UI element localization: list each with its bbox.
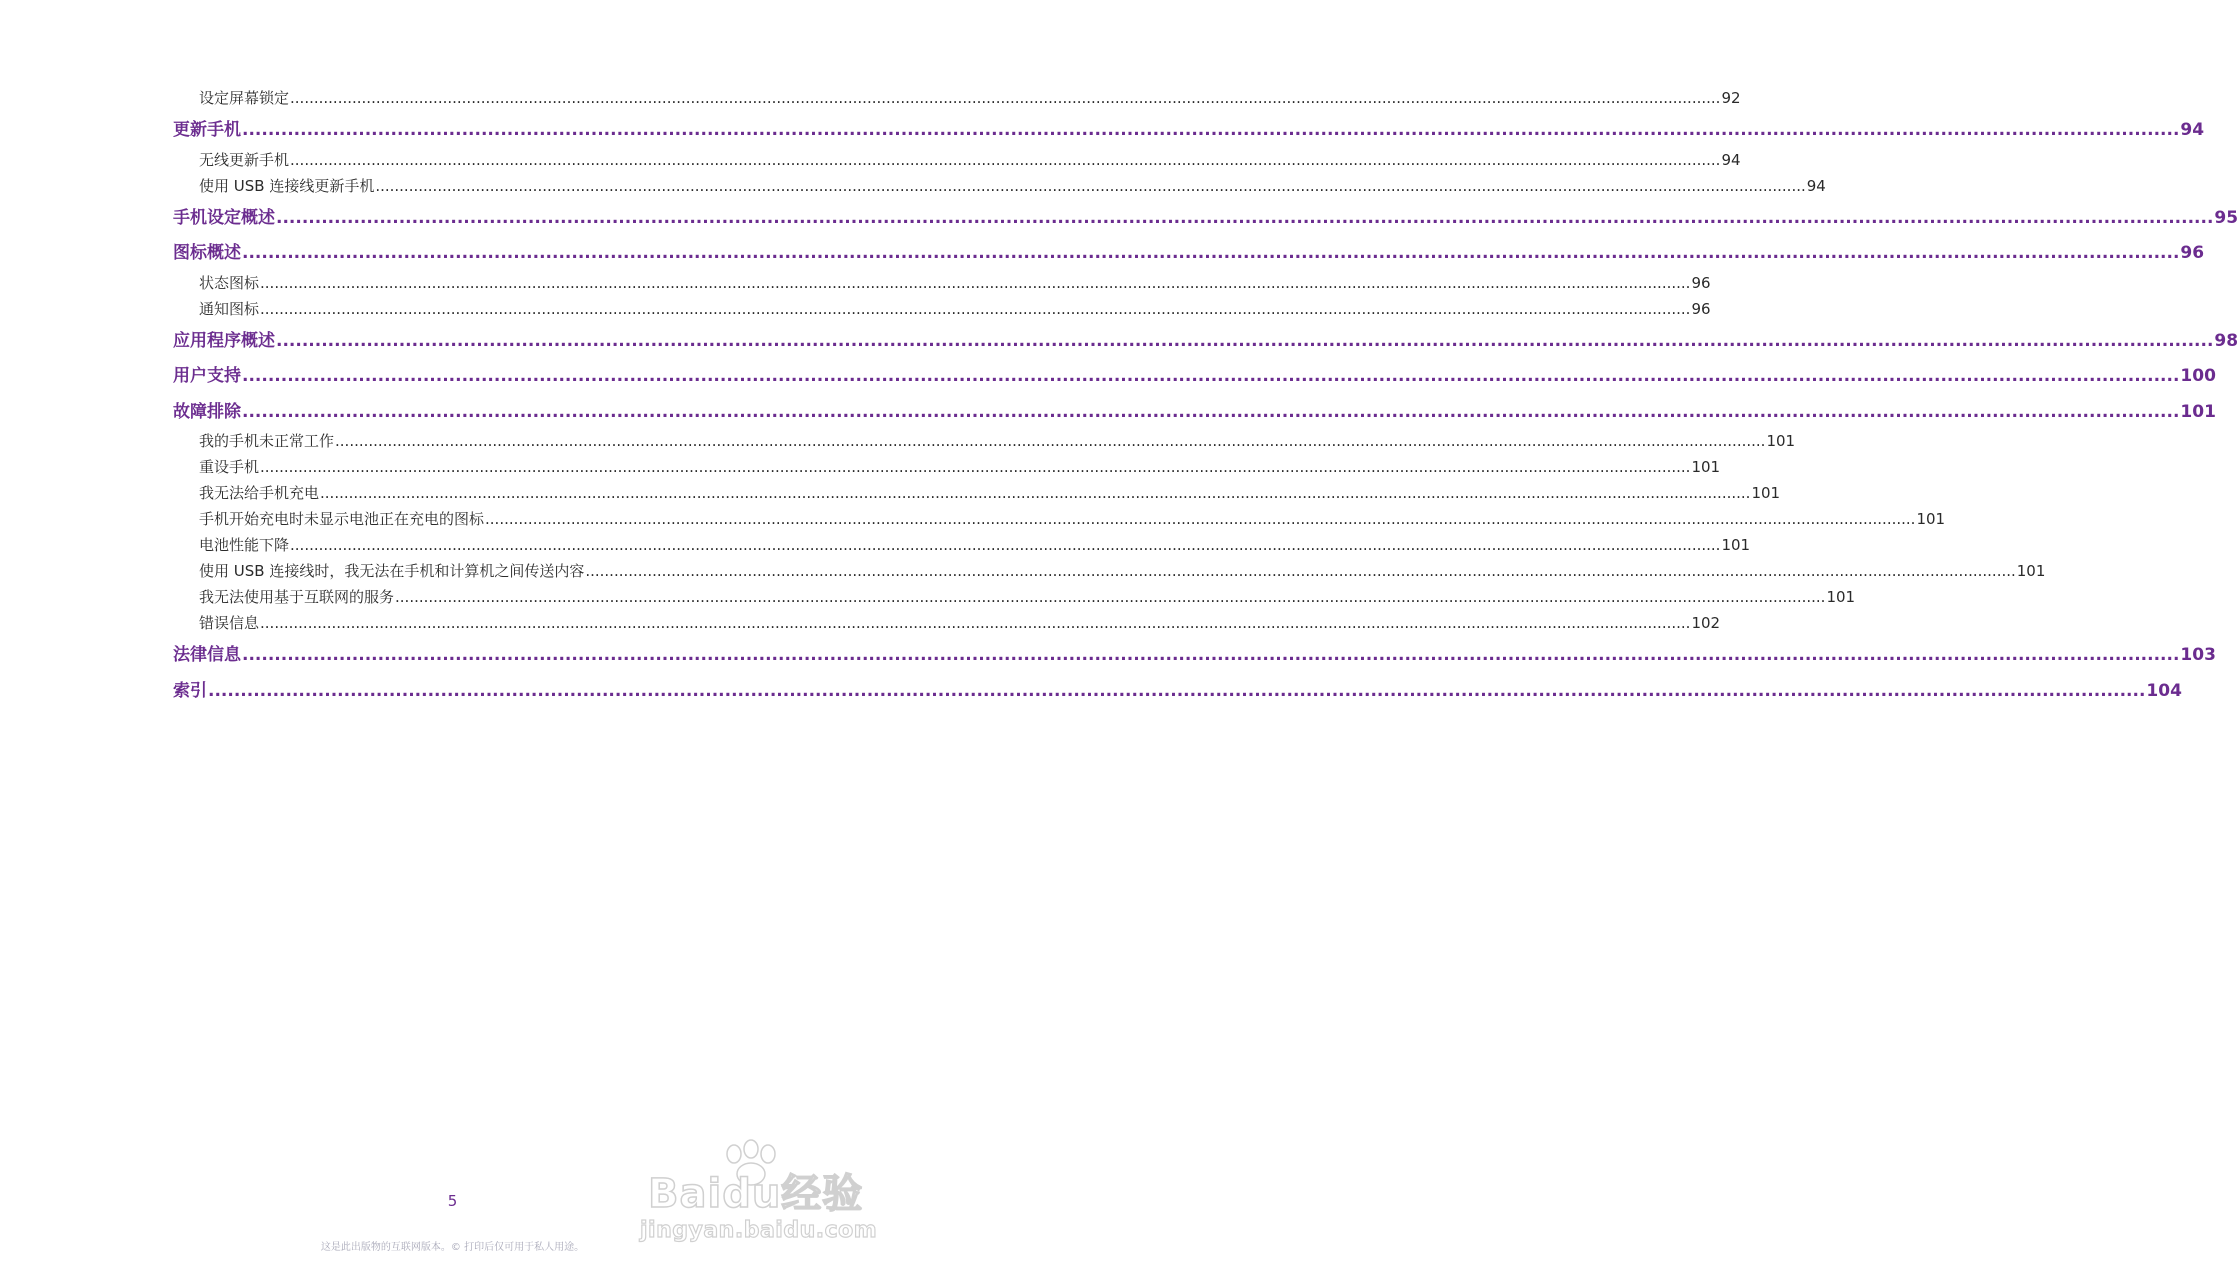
toc-dot-leader: ............................................................................................................................................................................................................................................................................................................ [242, 120, 2180, 140]
toc-section-entry[interactable] [173, 584, 1856, 610]
toc-entry-title: 用户支持 [173, 366, 241, 386]
toc-section-entry[interactable] [173, 147, 1741, 173]
toc-section-entry[interactable] [173, 610, 1721, 636]
toc-dot-leader: ............................................................................................................................................................................................................................................................................................................ [290, 89, 1721, 107]
toc-entry-title: 重设手机 [199, 458, 260, 476]
toc-dot-leader: ............................................................................................................................................................................................................................................................................................................ [260, 458, 1691, 476]
toc-section-entry[interactable] [173, 480, 1781, 506]
toc-entry-title: 我的手机未正常工作 [199, 432, 335, 450]
toc-chapter-entry[interactable] [173, 640, 2216, 672]
toc-section-entry[interactable] [173, 173, 1826, 199]
toc-chapter-entry[interactable] [173, 326, 2238, 358]
toc-dot-leader: ............................................................................................................................................................................................................................................................................................................ [242, 366, 2180, 386]
toc-section-entry[interactable] [173, 532, 1751, 558]
toc-dot-leader: ............................................................................................................................................................................................................................................................................................................ [276, 207, 2214, 228]
toc-dot-leader: ............................................................................................................................................................................................................................................................................................................ [276, 330, 2214, 351]
toc-entry-title: 法律信息 [173, 645, 241, 665]
toc-entry-title: 设定屏幕锁定 [199, 89, 290, 107]
page-number: 5 [447, 1192, 458, 1210]
toc-dot-leader: ............................................................................................................................................................................................................................................................................................................ [290, 150, 1721, 169]
toc-entry-title: 状态图标 [199, 273, 260, 292]
toc-entry-page: 101 [1691, 458, 1721, 476]
toc-entry-page: 101 [1766, 432, 1796, 450]
toc-entry-page: 104 [2146, 680, 2182, 701]
toc-entry-page: 101 [1826, 588, 1856, 606]
toc-section-entry[interactable] [173, 506, 1946, 532]
toc-chapter-entry[interactable] [173, 676, 2182, 708]
toc-dot-leader: ............................................................................................................................................................................................................................................................................................................ [395, 588, 1826, 606]
baidu-watermark [640, 1140, 878, 1250]
toc-chapter-entry[interactable] [173, 238, 2205, 270]
watermark-logo-text: Baidu经验 [648, 1171, 864, 1217]
toc-dot-leader: ............................................................................................................................................................................................................................................................................................................ [335, 432, 1766, 450]
toc-entry-title: 手机设定概述 [173, 207, 275, 228]
toc-chapter-entry[interactable] [173, 115, 2205, 147]
toc-section-entry[interactable] [173, 270, 1711, 296]
toc-entry-page: 96 [2180, 243, 2205, 263]
toc-entry-title: 我无法使用基于互联网的服务 [199, 588, 395, 606]
toc-entry-page: 94 [2180, 120, 2205, 140]
toc-entry-title: 故障排除 [173, 401, 241, 422]
toc-entry-title: 通知图标 [199, 299, 260, 318]
toc-entry-title: 图标概述 [173, 243, 241, 263]
toc-dot-leader: ............................................................................................................................................................................................................................................................................................................ [290, 536, 1721, 554]
toc-entry-page: 94 [1721, 150, 1741, 169]
toc-dot-leader: ............................................................................................................................................................................................................................................................................................................ [242, 401, 2180, 422]
toc-chapter-entry[interactable] [173, 361, 2216, 393]
toc-dot-leader: ............................................................................................................................................................................................................................................................................................................ [260, 614, 1691, 632]
toc-entry-page: 96 [1691, 299, 1711, 318]
toc-dot-leader: ............................................................................................................................................................................................................................................................................................................ [320, 484, 1751, 502]
toc-entry-page: 92 [1721, 89, 1741, 107]
toc-entry-title: 使用 USB 连接线时，我无法在手机和计算机之间传送内容 [199, 562, 585, 580]
toc-entry-page: 98 [2214, 330, 2238, 351]
toc-chapter-entry[interactable] [173, 397, 2216, 429]
toc-dot-leader: ............................................................................................................................................................................................................................................................................................................ [242, 243, 2180, 263]
toc-section-entry[interactable] [173, 454, 1721, 480]
toc-entry-page: 94 [1806, 176, 1826, 195]
toc-dot-leader: ............................................................................................................................................................................................................................................................................................................ [375, 176, 1806, 195]
toc-dot-leader: ............................................................................................................................................................................................................................................................................................................ [260, 299, 1691, 318]
toc-entry-page: 101 [1916, 510, 1946, 528]
toc-entry-title: 电池性能下降 [199, 536, 290, 554]
toc-dot-leader: ............................................................................................................................................................................................................................................................................................................ [585, 562, 2016, 580]
toc-entry-page: 100 [2180, 366, 2216, 386]
toc-entry-title: 无线更新手机 [199, 150, 290, 169]
toc-section-entry[interactable] [173, 428, 1796, 454]
toc-entry-page: 101 [1721, 536, 1751, 554]
toc-entry-page: 102 [1691, 614, 1721, 632]
toc-dot-leader: ............................................................................................................................................................................................................................................................................................................ [485, 510, 1916, 528]
toc-entry-title: 错误信息 [199, 614, 260, 632]
toc-entry-page: 101 [2180, 401, 2216, 422]
table-of-contents [173, 85, 2238, 707]
toc-entry-title: 应用程序概述 [173, 330, 275, 351]
toc-entry-page: 101 [1751, 484, 1781, 502]
footer-notice: 这是此出版物的互联网版本。© 打印后仅可用于私人用途。 [320, 1242, 585, 1253]
toc-entry-page: 95 [2214, 207, 2238, 228]
toc-chapter-entry[interactable] [173, 203, 2238, 235]
toc-section-entry[interactable] [173, 296, 1711, 322]
toc-entry-title: 索引 [173, 680, 207, 701]
toc-dot-leader: ............................................................................................................................................................................................................................................................................................................ [242, 645, 2180, 665]
toc-dot-leader: ............................................................................................................................................................................................................................................................................................................ [208, 680, 2146, 701]
toc-dot-leader: ............................................................................................................................................................................................................................................................................................................ [260, 273, 1691, 292]
toc-entry-title: 手机开始充电时未显示电池正在充电的图标 [199, 510, 485, 528]
toc-entry-title: 我无法给手机充电 [199, 484, 320, 502]
toc-entry-title: 使用 USB 连接线更新手机 [199, 176, 375, 195]
toc-entry-page: 103 [2180, 645, 2216, 665]
toc-entry-page: 96 [1691, 273, 1711, 292]
toc-section-entry[interactable] [173, 558, 2046, 584]
toc-section-entry[interactable] [173, 85, 1741, 111]
toc-entry-page: 101 [2016, 562, 2046, 580]
watermark-url: jingyan.baidu.com [640, 1218, 878, 1243]
toc-entry-title: 更新手机 [173, 120, 241, 140]
